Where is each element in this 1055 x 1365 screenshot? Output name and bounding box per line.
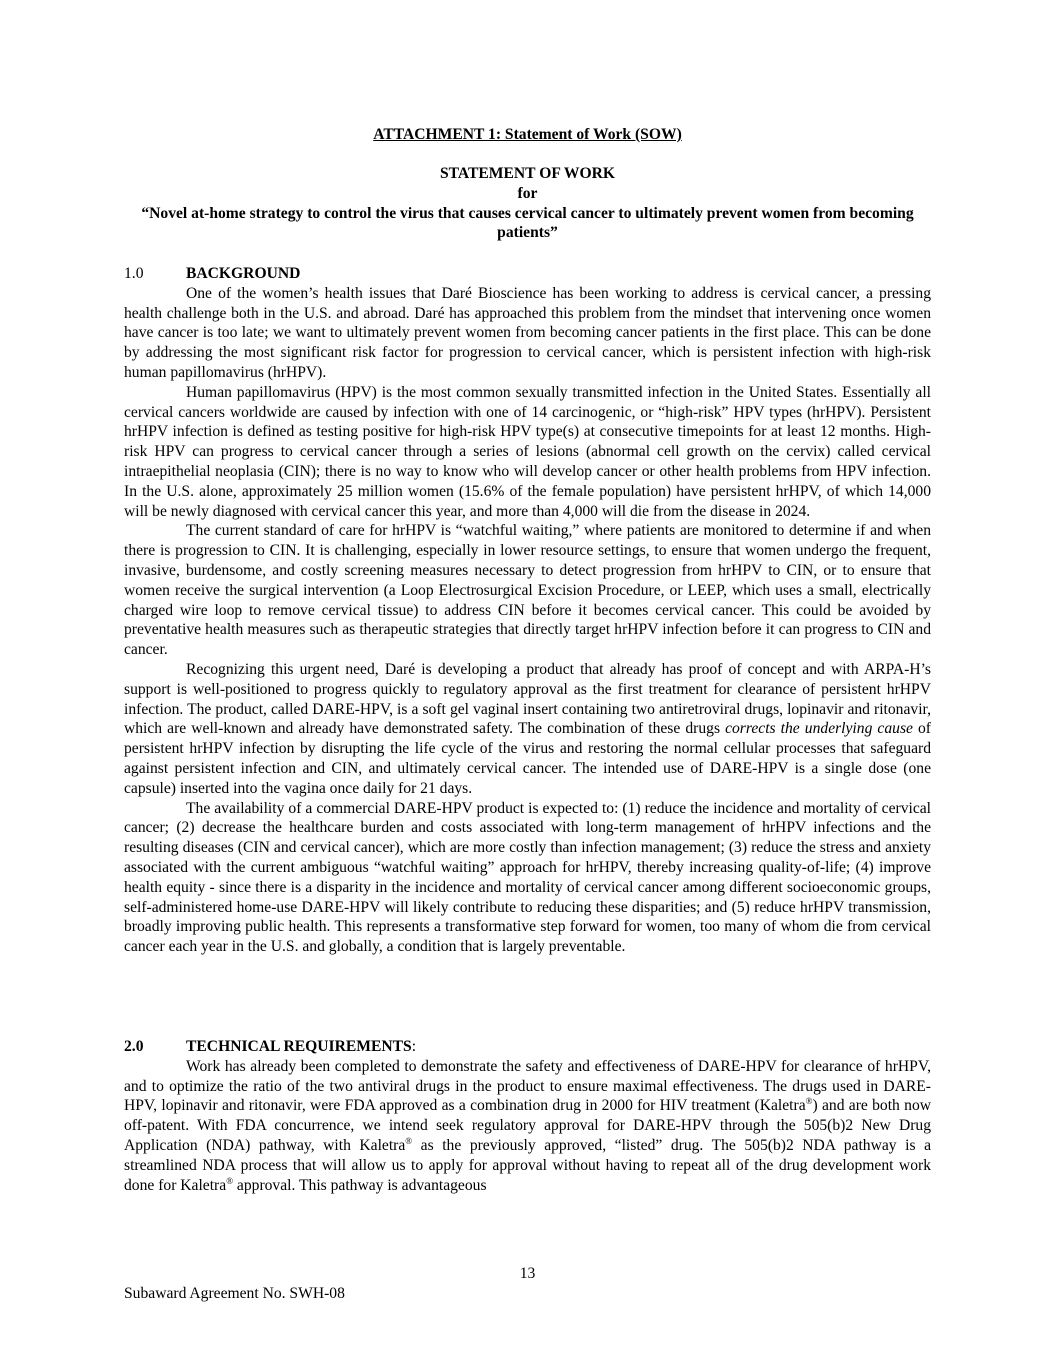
text-run: Recognizing this urgent need, Daré is developing a product that already has proof of concept and with ARPA-H’s support is well-positioned to progress quickly to regulatory approval as the first treatment for clearance of persistent hrHPV infection. The product, called DARE-HPV, is a soft gel vaginal insert containing two antiretroviral drugs, lopinavir and ritonavir, which are well-known and already have demonstrated safety. The combination of these drugs [124, 660, 931, 738]
registered-mark: ® [805, 1096, 813, 1107]
section-number: 1.0 [124, 265, 144, 282]
paragraph: The current standard of care for hrHPV is “watchful waiting,” where patients are monitored to determine if and when there is progression to CIN. It is challenging, especially in lower resource settings, to ensure that women undergo the frequent, invasive, burdensome, and costly screening measures necessary to detect progression from hrHPV to CIN, or to ensure that women receive the surgical intervention (a Loop Electrosurgical Excision Procedure, or LEEP, which uses a small, electrically charged wire loop to remove cervical tissue) to address CIN before it becomes cervical cancer. This could be avoided by preventative health measures such as therapeutic strategies that directly target hrHPV infection before it can progress to CIN and cancer. [124, 522, 931, 659]
footer-agreement-number: Subaward Agreement No. SWH-08 [124, 1285, 345, 1302]
sow-heading: STATEMENT OF WORK [439, 165, 616, 182]
emphasis-text: corrects the underlying cause [725, 720, 913, 738]
paragraph [124, 1057, 931, 1196]
section-heading [124, 264, 931, 284]
section-heading [124, 1037, 931, 1057]
page-number: 13 [519, 1265, 536, 1282]
section-title: TECHNICAL REQUIREMENTS [186, 1038, 412, 1055]
paragraph: One of the women’s health issues that Daré Bioscience has been working to address is cervical cancer, a pressing health challenge both in the U.S. and abroad. Daré has approached this problem from the mindset that intervening once women have cancer is too late; we want to ultimately prevent women from becoming cancer patients in the first place. This can be done by addressing the most significant risk factor for progression to cervical cancer, which is persistent infection with high-risk human papillomavirus (hrHPV). [124, 284, 931, 381]
section-background [124, 264, 931, 957]
registered-mark: ® [226, 1175, 234, 1186]
section-technical-requirements [124, 1037, 931, 1195]
attachment-title: ATTACHMENT 1: Statement of Work (SOW) [373, 126, 682, 143]
sow-for: for [517, 184, 538, 202]
text-run: approval. This pathway is advantageous [233, 1176, 487, 1194]
registered-mark: ® [405, 1135, 413, 1146]
title-suffix: : [411, 1038, 417, 1055]
sow-header [124, 164, 931, 243]
text-run: ) and are both now off-patent. With FDA concurrence, we intend seek regulatory approval for DARE-HPV through the 505(b)2 New Drug Application (NDA) pathway, with Kaletra [124, 1097, 931, 1154]
paragraph [124, 660, 931, 799]
section-title: BACKGROUND [186, 265, 301, 282]
project-title: “Novel at-home strategy to control the virus that causes cervical cancer to ultimately prevent women from becoming patients” [141, 204, 914, 242]
paragraph: The availability of a commercial DARE-HPV product is expected to: (1) reduce the incidence and mortality of cervical cancer; (2) decrease the healthcare burden and costs associated with long-term management of hrHPV infections and the resulting diseases (CIN and cervical cancer), which are more costly than infection management; (3) reduce the stress and anxiety associated with the current ambiguous “watchful waiting” approach for hrHPV, thereby increasing quality-of-life; (4) improve health equity - since there is a disparity in the incidence and mortality of cervical cancer among different socioeconomic groups, self-administered home-use DARE-HPV will likely contribute to reducing these disparities; and (5) reduce hrHPV transmission, broadly improving public health. This represents a transformative step forward for women, too many of whom die from cervical cancer each year in the U.S. and globally, a condition that is largely preventable. [124, 799, 931, 956]
section-number: 2.0 [124, 1038, 144, 1055]
text-run: of persistent hrHPV infection by disrupting the life cycle of the virus and restoring the normal cellular processes that safeguard against persistent infection and CIN, and ultimately cervical cancer. The intended use of DARE-HPV is a single dose (one capsule) inserted into the vagina once daily for 21 days. [124, 720, 931, 797]
paragraph: Human papillomavirus (HPV) is the most common sexually transmitted infection in the United States. Essentially all cervical cancers worldwide are caused by infection with one of 14 carcinogenic, or “high-risk” HPV types (hrHPV). Persistent hrHPV infection is defined as testing positive for high-risk HPV type(s) at consecutive timepoints for at least 12 months. High-risk HPV can progress to cervical cancer through a series of lesions (abnormal cell growth on the cervix) called cervical intraepithelial neoplasia (CIN); there is no way to know who will develop cancer or other health problems from HPV infection. In the U.S. alone, approximately 25 million women (15.6% of the female population) have persistent hrHPV, of which 14,000 will be newly diagnosed with cervical cancer this year, and more than 4,000 will die from the disease in 2024. [124, 383, 931, 520]
text-run: Work has already been completed to demonstrate the safety and effectiveness of DARE-HPV for clearance of hrHPV, and to optimize the ratio of the two antiviral drugs in the product to ensure maximal effectiveness. The drugs used in DARE-HPV, lopinavir and ritonavir, were FDA approved as a combination drug in 2000 for HIV treatment (Kaletra [124, 1057, 931, 1115]
text-run: as the previously approved, “listed” drug. The 505(b)2 NDA pathway is a streamlined NDA process that will allow us to apply for approval without having to repeat all of the drug development work done for Kaletra [124, 1136, 931, 1194]
